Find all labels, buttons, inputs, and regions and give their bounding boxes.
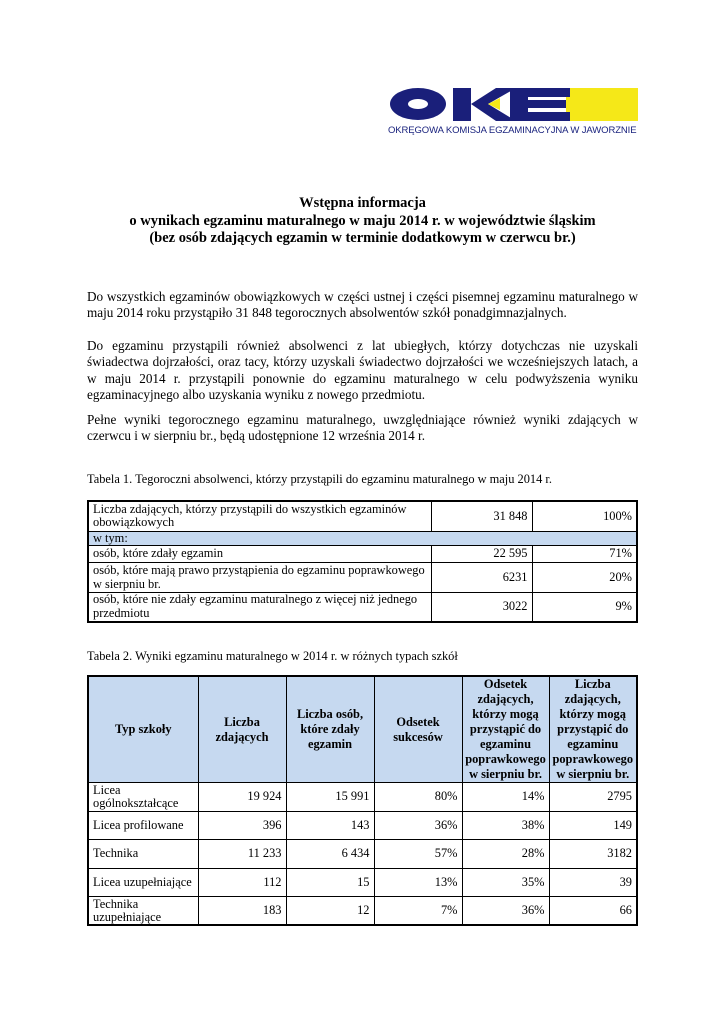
value-cell: 28% (462, 840, 549, 869)
row-label: osób, które mają prawo przystąpienia do egzaminu poprawkowego w sierpniu br. (88, 563, 431, 593)
school-type-cell: Technika uzupełniające (88, 897, 198, 926)
school-type-cell: Technika (88, 840, 198, 869)
value-cell: 66 (549, 897, 637, 926)
value-cell: 39 (549, 868, 637, 897)
paragraph: Pełne wyniki tegorocznego egzaminu maturalnego, uwzględniające również wyniki zdających w czerwcu i w sierpniu br., będą udostępnione 12 września 2014 r. (87, 412, 638, 444)
row-pct: 20% (532, 563, 637, 593)
school-type-cell: Licea uzupełniające (88, 868, 198, 897)
value-cell: 112 (198, 868, 286, 897)
value-cell: 149 (549, 811, 637, 840)
value-cell: 15 (286, 868, 374, 897)
row-pct: 100% (532, 501, 637, 531)
table-row (88, 840, 637, 869)
value-cell: 183 (198, 897, 286, 926)
row-count: 31 848 (431, 501, 532, 531)
row-count: 3022 (431, 593, 532, 622)
school-type-cell: Licea profilowane (88, 811, 198, 840)
value-cell: 2795 (549, 783, 637, 812)
value-cell: 11 233 (198, 840, 286, 869)
table-header-row (88, 676, 637, 783)
document-title (87, 195, 638, 248)
table-row (88, 897, 637, 926)
table1-caption: Tabela 1. Tegoroczni absolwenci, którzy przystąpili do egzaminu maturalnego w maju 2014 r. (87, 472, 552, 486)
school-type-cell: Licea ogólnokształcące (88, 783, 198, 812)
table-row (88, 811, 637, 840)
value-cell: 36% (374, 811, 462, 840)
value-cell: 57% (374, 840, 462, 869)
column-header: Odsetek zdających, którzy mogą przystąpić do egzaminu poprawkowego w sierpniu br. (462, 676, 549, 783)
table2 (87, 675, 638, 926)
value-cell: 38% (462, 811, 549, 840)
value-cell: 7% (374, 897, 462, 926)
table-row (88, 783, 637, 812)
paragraph: Do wszystkich egzaminów obowiązkowych w części ustnej i części pisemnej egzaminu maturalnego w maju 2014 roku przystąpiło 31 848 tegorocznych absolwentów szkół ponadgimnazjalnych. (87, 289, 638, 321)
table1 (87, 500, 638, 623)
column-header: Liczba osób, które zdały egzamin (286, 676, 374, 783)
table-row (88, 501, 637, 531)
paragraph: Do egzaminu przystąpili również absolwenci z lat ubiegłych, którzy dotychczas nie uzyskali świadectwa dojrzałości, oraz tacy, którzy uzyskali świadectwo dojrzałości we wcześniejszych latach, a w maju 2014 r. przystąpili ponownie do egzaminu maturalnego w celu podwyższenia wyniku egzaminacyjnego albo uzyskania wyniku z nowego przedmiotu. (87, 338, 638, 402)
row-pct: 71% (532, 546, 637, 563)
title-line: (bez osób zdających egzamin w terminie dodatkowym w czerwcu br.) (149, 230, 576, 246)
value-cell: 396 (198, 811, 286, 840)
title-line: Wstępna informacja (299, 195, 426, 211)
row-label: osób, które nie zdały egzaminu maturalnego z więcej niż jednego przedmiotu (88, 593, 431, 622)
value-cell: 15 991 (286, 783, 374, 812)
value-cell: 19 924 (198, 783, 286, 812)
value-cell: 14% (462, 783, 549, 812)
value-cell: 3182 (549, 840, 637, 869)
value-cell: 36% (462, 897, 549, 926)
table-row (88, 593, 637, 622)
logo-subtitle: OKRĘGOWA KOMISJA EGZAMINACYJNA W JAWORZNIE (388, 125, 637, 136)
row-pct: 9% (532, 593, 637, 622)
row-label: Liczba zdających, którzy przystąpili do wszystkich egzaminów obowiązkowych (88, 501, 431, 531)
table-row (88, 531, 637, 546)
column-header: Liczba zdających (198, 676, 286, 783)
value-cell: 143 (286, 811, 374, 840)
row-label: w tym: (88, 531, 637, 546)
row-label: osób, które zdały egzamin (88, 546, 431, 563)
row-count: 6231 (431, 563, 532, 593)
row-count: 22 595 (431, 546, 532, 563)
table-row (88, 546, 637, 563)
value-cell: 12 (286, 897, 374, 926)
value-cell: 6 434 (286, 840, 374, 869)
table-row (88, 868, 637, 897)
value-cell: 35% (462, 868, 549, 897)
value-cell: 80% (374, 783, 462, 812)
column-header: Odsetek sukcesów (374, 676, 462, 783)
value-cell: 13% (374, 868, 462, 897)
table-row (88, 563, 637, 593)
column-header: Typ szkoły (88, 676, 198, 783)
table2-caption: Tabela 2. Wyniki egzaminu maturalnego w 2014 r. w różnych typach szkół (87, 649, 458, 663)
title-line: o wynikach egzaminu maturalnego w maju 2014 r. w województwie śląskim (129, 212, 596, 229)
column-header: Liczba zdających, którzy mogą przystąpić do egzaminu poprawkowego w sierpniu br. (549, 676, 637, 783)
